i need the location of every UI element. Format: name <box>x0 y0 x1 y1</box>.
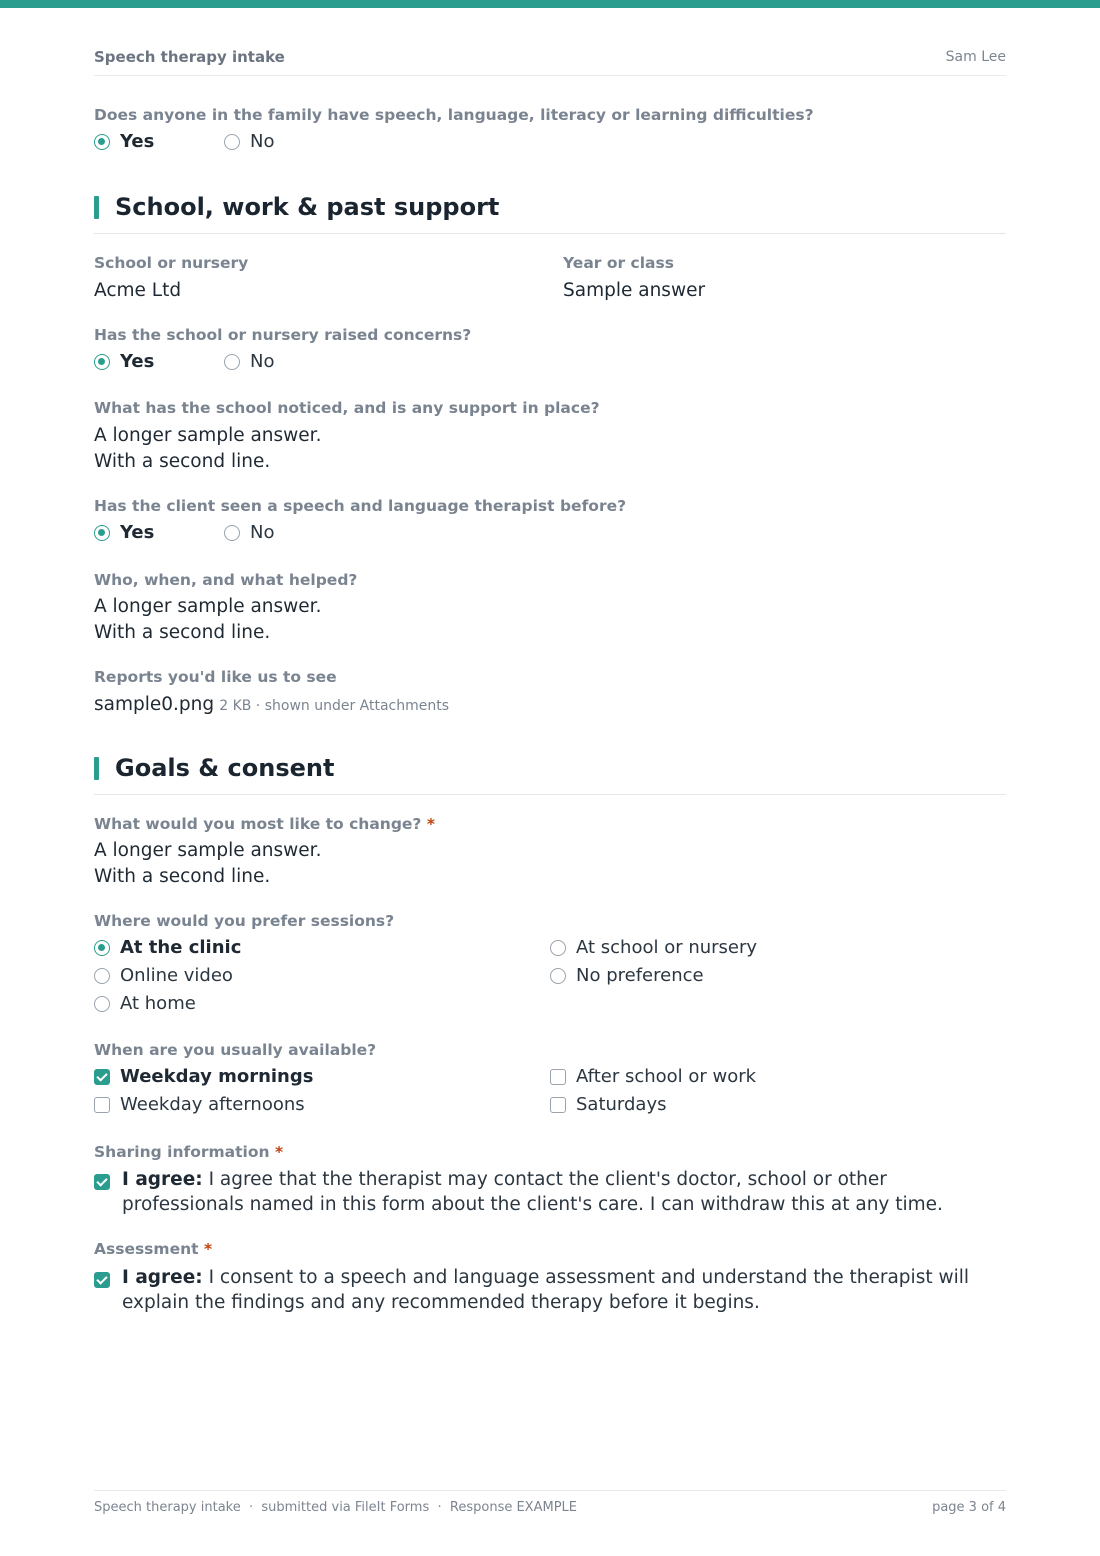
checkbox-empty-icon <box>550 1097 566 1113</box>
option-label: No <box>250 522 275 543</box>
question-text: Sharing information <box>94 1143 270 1161</box>
radio-selected-icon <box>94 354 110 370</box>
who-helped-answer-line1: A longer sample answer. <box>94 596 322 617</box>
radio-empty-icon <box>224 354 240 370</box>
section-heading-goals <box>94 754 1006 795</box>
page-footer <box>94 1490 1006 1520</box>
family-difficulties-question: Does anyone in the family have speech, language, literacy or learning difficulties? <box>94 106 814 124</box>
option-label: Weekday mornings <box>120 1066 314 1087</box>
option-label: No <box>250 351 275 372</box>
option-label: No <box>250 131 275 152</box>
change-question <box>94 814 435 834</box>
option-label: Weekday afternoons <box>120 1094 305 1115</box>
checkbox-empty-icon <box>550 1069 566 1085</box>
radio-empty-icon <box>94 968 110 984</box>
checkbox-empty-icon <box>94 1097 110 1113</box>
radio-selected-icon <box>94 134 110 150</box>
option-label: At school or nursery <box>576 937 758 958</box>
agree-label: I agree: <box>122 1267 203 1288</box>
change-answer-line1: A longer sample answer. <box>94 840 322 861</box>
consent-statement: I consent to a speech and language assessment and understand the therapist will explain the findings and any recommended therapy before it begins. <box>122 1267 970 1313</box>
consent-text <box>122 1265 1006 1315</box>
checkbox-checked-icon <box>94 1174 110 1190</box>
who-helped-answer-line2: With a second line. <box>94 622 271 643</box>
option-label: No preference <box>576 965 704 986</box>
required-marker: * <box>274 1143 284 1161</box>
option-label: Yes <box>120 351 155 372</box>
report-attachment[interactable] <box>94 692 449 718</box>
assessment-question <box>94 1239 212 1259</box>
checkbox-checked-icon <box>94 1272 110 1288</box>
year-label: Year or class <box>563 254 674 272</box>
attachment-file-name: sample0.png <box>94 694 215 715</box>
top-accent-bar <box>0 0 1100 8</box>
school-value: Acme Ltd <box>94 280 182 301</box>
sharing-consent[interactable] <box>94 1167 1006 1217</box>
page-header <box>94 48 1006 76</box>
concerns-question: Has the school or nursery raised concerns? <box>94 326 472 344</box>
option-label: At the clinic <box>120 937 242 958</box>
availability-question: When are you usually available? <box>94 1041 377 1059</box>
section-accent-bar <box>94 196 99 219</box>
radio-selected-icon <box>94 940 110 956</box>
consent-statement: I agree that the therapist may contact the client's doctor, school or other professionals named in this form about the client's care. I can withdraw this at any time. <box>122 1169 943 1215</box>
radio-empty-icon <box>550 940 566 956</box>
option-label: At home <box>120 993 196 1014</box>
radio-empty-icon <box>224 525 240 541</box>
attachment-file-meta: 2 KB · shown under Attachments <box>219 698 450 714</box>
radio-empty-icon <box>224 134 240 150</box>
question-text: Assessment <box>94 1240 199 1258</box>
respondent-name: Sam Lee <box>945 49 1006 65</box>
radio-empty-icon <box>94 996 110 1012</box>
option-label: Yes <box>120 131 155 152</box>
option-label: Online video <box>120 965 233 986</box>
school-noticed-answer-line1: A longer sample answer. <box>94 425 322 446</box>
option-label: Yes <box>120 522 155 543</box>
option-label: Saturdays <box>576 1094 667 1115</box>
option-label: After school or work <box>576 1066 757 1087</box>
sharing-question <box>94 1142 283 1162</box>
section-title: Goals & consent <box>115 754 335 782</box>
assessment-consent[interactable] <box>94 1265 1006 1315</box>
section-heading-school <box>94 193 1006 234</box>
school-noticed-question: What has the school noticed, and is any support in place? <box>94 399 600 417</box>
page-number: page 3 of 4 <box>932 1500 1006 1515</box>
question-text: What would you most like to change? <box>94 815 422 833</box>
seen-therapist-question: Has the client seen a speech and language therapist before? <box>94 497 627 515</box>
change-answer-line2: With a second line. <box>94 866 271 887</box>
footer-info: Speech therapy intake · submitted via FileIt Forms · Response EXAMPLE <box>94 1500 577 1515</box>
required-marker: * <box>426 815 435 833</box>
section-title: School, work & past support <box>115 193 500 221</box>
school-noticed-answer-line2: With a second line. <box>94 451 271 472</box>
consent-text <box>122 1167 1006 1217</box>
radio-empty-icon <box>550 968 566 984</box>
required-marker: * <box>203 1240 213 1258</box>
agree-label: I agree: <box>122 1169 203 1190</box>
checkbox-checked-icon <box>94 1069 110 1085</box>
radio-selected-icon <box>94 525 110 541</box>
reports-label: Reports you'd like us to see <box>94 668 337 686</box>
who-helped-question: Who, when, and what helped? <box>94 571 358 589</box>
sessions-question: Where would you prefer sessions? <box>94 912 395 930</box>
form-title: Speech therapy intake <box>94 48 285 66</box>
school-label: School or nursery <box>94 254 249 272</box>
section-accent-bar <box>94 757 99 780</box>
year-value: Sample answer <box>563 280 706 301</box>
